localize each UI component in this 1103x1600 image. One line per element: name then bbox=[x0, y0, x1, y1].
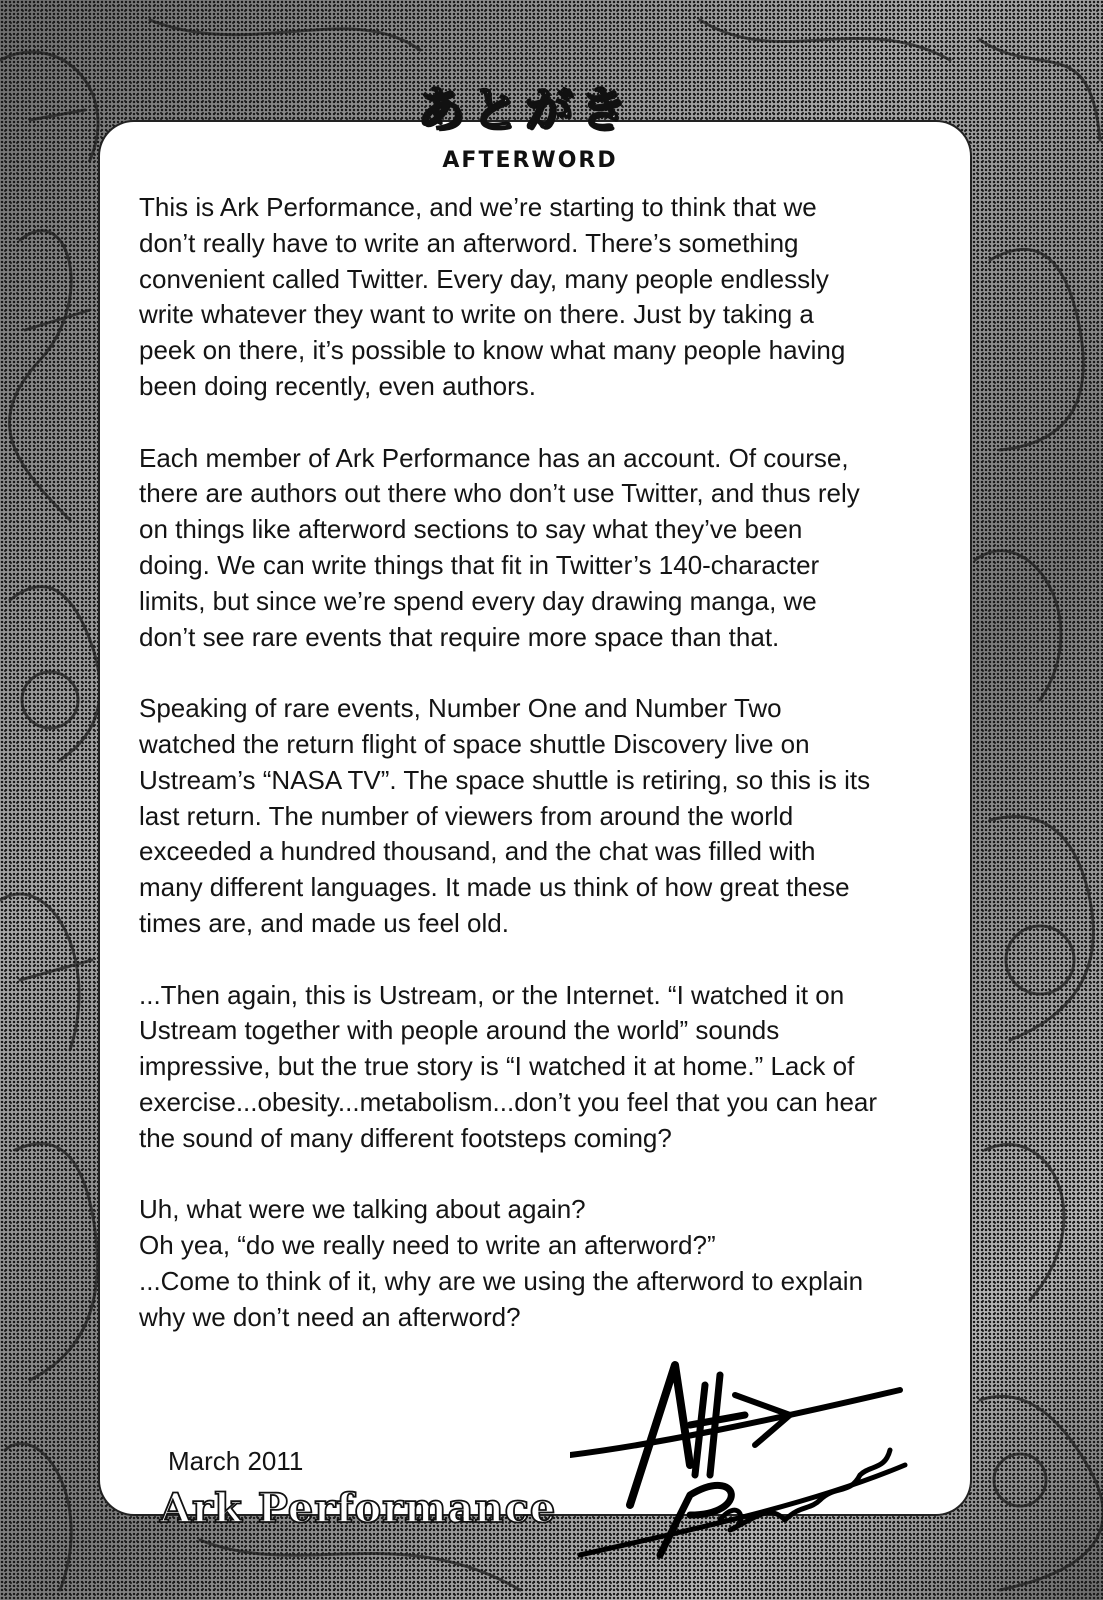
paragraph-2: Each member of Ark Performance has an account. Of course, there are authors out there who don’t use Twitter, and thus rely on things like afterword sections to say what they’ve been doing. We can write things that fit in Twitter’s 140-character limits, but since we’re spend every day drawing manga, we don’t see rare events that require more space than that. bbox=[139, 442, 860, 652]
afterword-body bbox=[139, 190, 939, 1336]
title-english: AFTERWORD bbox=[442, 148, 618, 173]
author-name: Ark Performance bbox=[160, 1485, 557, 1532]
paragraph-5: Uh, what were we talking about again? Oh yea, “do we really need to write an afterword?” ...Come to think of it, why are we using the afterword to explain why we don’t need an afterword? bbox=[139, 1194, 864, 1332]
handwritten-signature bbox=[570, 1355, 915, 1575]
paragraph-3: Speaking of rare events, Number One and Number Two watched the return flight of space shuttle Discovery live on Ustream’s “NASA TV”. The space shuttle is retiring, so this is its last return. The number of viewers from around the world exceeded a hundred thousand, and the chat was filled with many different languages. It made us think of how great these times are, and made us feel old. bbox=[139, 693, 871, 938]
date-line: March 2011 bbox=[168, 1446, 304, 1476]
paragraph-1: This is Ark Performance, and we’re starting to think that we don’t really have to write an afterword. There’s something convenient called Twitter. Every day, many people endlessly write whatever they want to write on there. Just by taking a peek on there, it’s possible to know what many people having been doing recently, even authors. bbox=[139, 192, 846, 401]
paragraph-4: ...Then again, this is Ustream, or the Internet. “I watched it on Ustream together with people around the world” sounds impressive, but the true story is “I watched it at home.” Lack of exercise...obesity...metabolism...don’t you feel that you can hear the sound of many different footsteps coming? bbox=[139, 979, 878, 1153]
title-japanese: あとがき bbox=[416, 82, 633, 138]
